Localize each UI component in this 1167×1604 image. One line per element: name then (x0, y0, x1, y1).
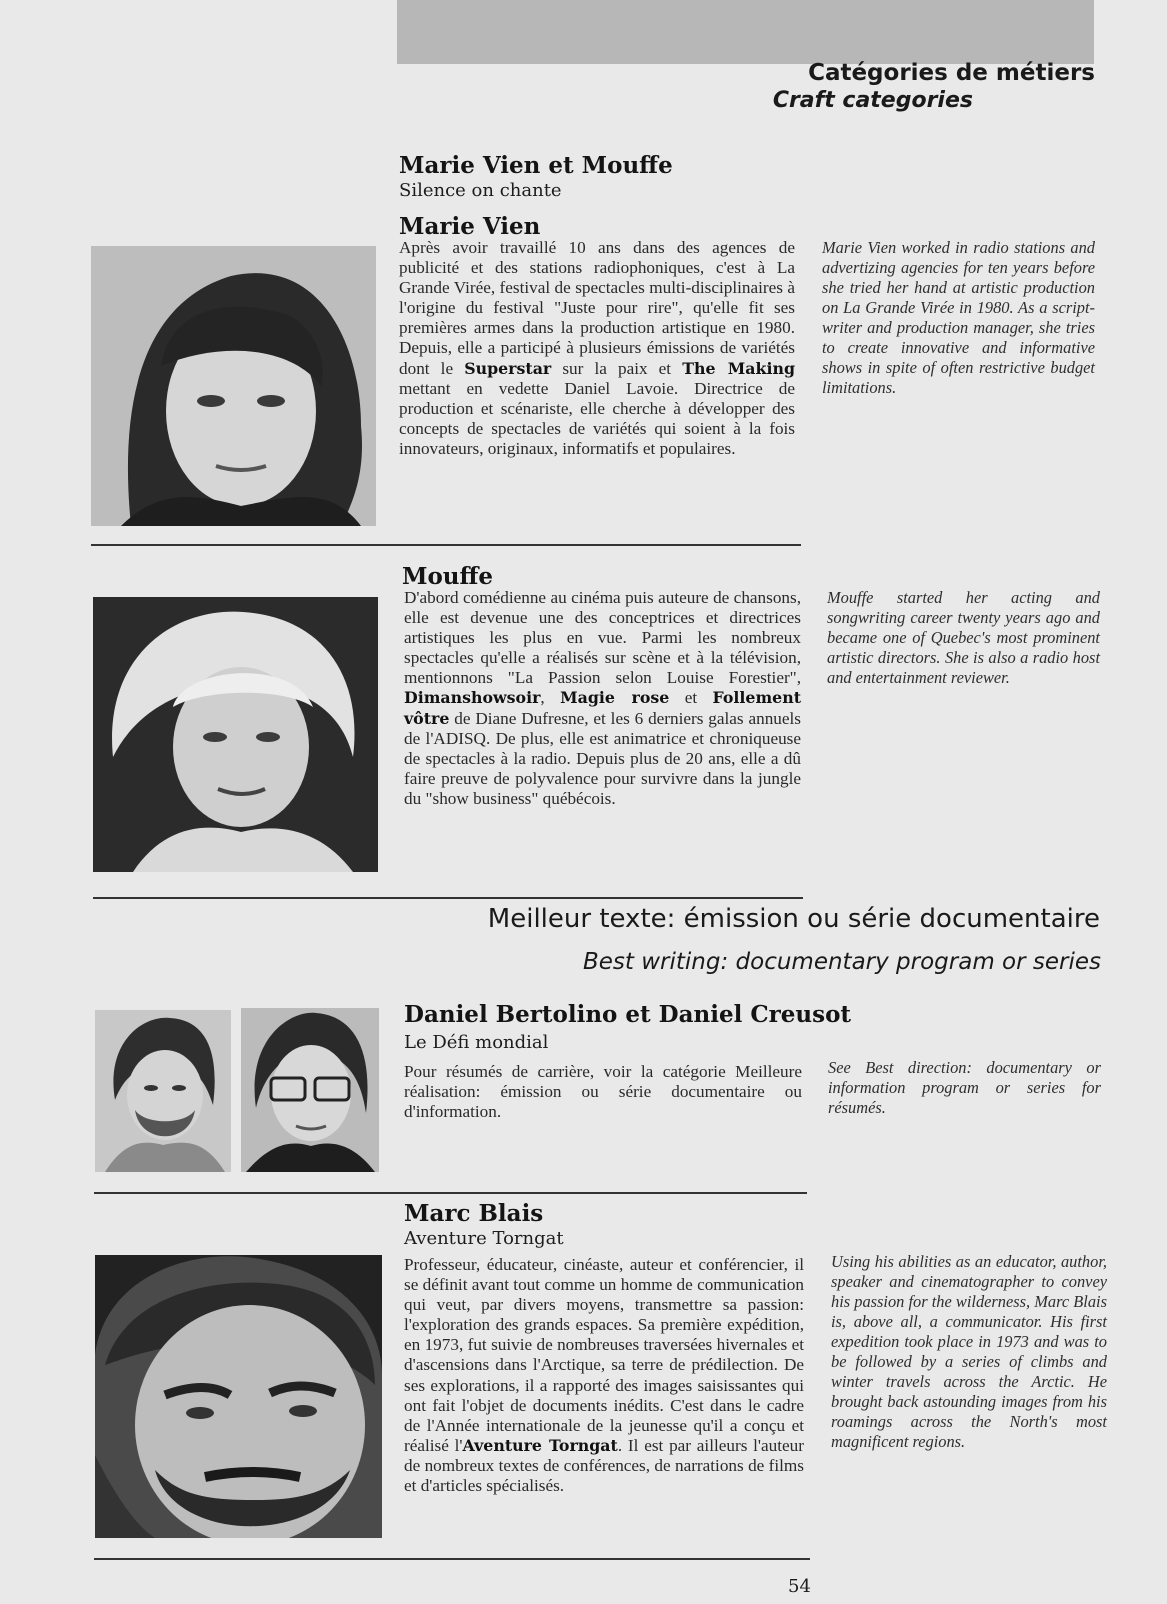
person-name-mouffe: Mouffe (402, 563, 494, 590)
bio-fr-marc-blais: Professeur, éducateur, cinéaste, auteur et conférencier, il se définit avant tout comme un homme de communication qui veut, par divers moyens, transmettre sa passion: l'exploration des grands espaces. Sa première expédition, en 1973, fut suivie de nombreuses traversées hivernales et d'ascensions dans l'Arctique, sa terre de prédilection. De ses explorations, il a rapporté des images saisissantes qui ont fait l'objet de documents inédits. C'est dans le cadre de l'Année internationale de la jeunesse qu'il a conçu et réalisé l'Aventure Torngat. Il est par ailleurs l'auteur de nombreux textes de conférences, de narrations de films et d'articles spécialisés. (404, 1255, 804, 1496)
header-bar (397, 0, 1094, 64)
person-name-daniels: Daniel Bertolino et Daniel Creusot (404, 1001, 852, 1028)
portrait-woman-light-hair-icon (93, 597, 378, 872)
bio-fr-marie-vien: Après avoir travaillé 10 ans dans des agences de publicité et des stations radiophoniques, c'est à La Grande Virée, festival de spectacles multi-disciplinaires à l'origine du festival "Juste pour rire", qu'elle fit ses premières armes dans la production artistique en 1980. Depuis, elle a participé à plusieurs émissions de variétés dont le Superstar sur la paix et The Making mettant en vedette Daniel Lavoie. Directrice de production et scénariste, elle cherche à développer des concepts de spectacles de variétés qui soient à la fois innovateurs, originaux, informatifs et populaires. (399, 238, 796, 458)
entry-name: Marie Vien et Mouffe (399, 152, 673, 179)
bio-fr-daniels: Pour résumés de carrière, voir la catégorie Meilleure réalisation: émission ou série documentaire ou d'information. (404, 1062, 802, 1122)
person-name-marc-blais: Marc Blais (404, 1200, 544, 1227)
category-title-en: Best writing: documentary program or series (582, 949, 1101, 975)
divider (94, 1192, 807, 1194)
page-number: 54 (788, 1576, 811, 1597)
bio-en-marie-vien: Marie Vien worked in radio stations and advertizing agencies for ten years before she tried her hand at artistic production on La Grande Virée in 1980. As a script-writer and production manager, she tries to create innovative and informative shows in spite of often restrictive budget limitations. (822, 238, 1095, 397)
header-title-fr: Catégories de métiers (808, 60, 1095, 86)
category-title-fr: Meilleur texte: émission ou série documentaire (487, 904, 1100, 934)
portrait-bearded-man-icon (95, 1010, 231, 1172)
bio-en-marc-blais: Using his abilities as an educator, author, speaker and cinematographer to convey his passion for the wilderness, Marc Blais is, above all, a communicator. His first expedition took place in 1973 and was to be followed by a series of climbs and winter travels across the Arctic. He brought back astounding images from his roamings across the North's most magnificent regions. (831, 1252, 1107, 1451)
portrait-bearded-man-closeup-icon (95, 1255, 382, 1538)
header-title-en: Craft categories (772, 88, 973, 113)
photo-marie-vien (91, 246, 376, 526)
bio-fr-mouffe: D'abord comédienne au cinéma puis auteure de chansons, elle est devenue une des conceptrices et directrices artistiques les plus en vue. Parmi les nombreux spectacles qu'elle a réalisés sur scène et à la télévision, mentionnons "La Passion selon Louise Forestier", Dimanshowsoir, Magie rose et Follement vôtre de Diane Dufresne, et les 6 derniers galas annuels de l'ADISQ. De plus, elle est animatrice et chroniqueuse de spectacles à la radio. Depuis plus de 20 ans, elle a dû faire preuve de polyvalence pour survivre dans la jungle du "show business" québécois. (404, 588, 801, 808)
photo-daniel-bertolino (95, 1010, 231, 1172)
photo-daniel-creusot (241, 1008, 379, 1172)
divider (93, 897, 803, 899)
portrait-man-glasses-icon (241, 1008, 379, 1172)
entry-title: Silence on chante (399, 180, 562, 201)
program-title-aventure-torngat: Aventure Torngat (404, 1228, 564, 1249)
divider (94, 1558, 810, 1560)
portrait-woman-dark-hair-icon (91, 246, 376, 526)
bio-en-mouffe: Mouffe started her acting and songwriting career twenty years ago and became one of Quebec's most prominent artistic directors. She is also a radio host and entertainment reviewer. (827, 588, 1100, 687)
program-title-defi-mondial: Le Défi mondial (404, 1032, 549, 1053)
bio-en-daniels: See Best direction: documentary or information program or series for résumés. (828, 1058, 1101, 1117)
photo-marc-blais (95, 1255, 382, 1538)
photo-mouffe (93, 597, 378, 872)
divider (91, 544, 801, 546)
person-name-marie-vien: Marie Vien (399, 213, 541, 240)
